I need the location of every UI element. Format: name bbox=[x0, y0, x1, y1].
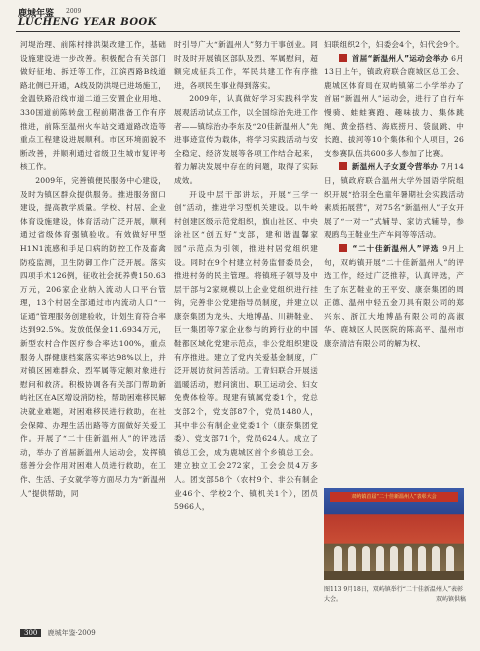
section-sports-meet bbox=[324, 52, 464, 161]
photo-person bbox=[390, 546, 398, 572]
page-number: 300 bbox=[20, 629, 41, 637]
paragraph: 时引导广大“新温州人”努力干事创业。同时及时开展镇区部队及烈、军属慰问，超额完成征兵工作，军民共建工作有序推进，各项民生事业得到落实。 bbox=[174, 40, 318, 90]
event-photo bbox=[324, 488, 464, 580]
section-marker-icon bbox=[339, 162, 347, 170]
section-marker-icon bbox=[339, 244, 347, 252]
photo-person bbox=[334, 546, 342, 572]
section-title: 首届“新温州人”运动会举办 bbox=[351, 53, 449, 63]
column-2 bbox=[174, 38, 318, 514]
paragraph: 开设中层干部讲坛，开展“三学一创”活动，推进学习型机关建设。以牛岭村创建区级示范党组织，旗山社区、中央涂社区“创五好”支部，建和谐温馨家园”示范点为引领，推进村居党组织建设。同时在9个村建立村务监督委员会，推进村务的民主管理。将镇班子领导及中层干部与2家规模以上企业党组织进行挂钩，完善非公党建指导员制度，并建立以康奈集团为龙头、大地博晶、川耕鞋业、巨一集团等7家企业参与的跨行业的中国鞋都区域化党建示范点，非公党组织建设有序推进。建立了党内关爱基金制度，广泛开展访贫问苦活动。工青妇联合开展送温暖活动，慰问演出、职工运动会、妇女免费体检等。现建有镇属党委1个，党总支部2个，党支部87个，党员1480人，其中非公有制企业党委1个（康奈集团党委）、党支部71个，党员624人。成立了镇总工会，成为鹿城区首个乡镇总工会。建立独立工会272家，工会会员4万多人。团支部58个（农村9个、非公有制企业46个、学校2个、镇机关1个），团员5966人， bbox=[174, 189, 318, 512]
photo-person bbox=[362, 546, 370, 572]
photo-person bbox=[404, 546, 412, 572]
section-body: 9月上旬，双屿镇开展“二十佳新温州人”的评选工作，经过广泛推荐，认真评选，产生了东艺鞋业的王平安、康奈集团的周正德、温州中轻五金刀具有限公司的郑兴东、浙江大地博晶有限公司的高淑华、鹿城区人民医院的陈高平、温州市康奈清洁有限公司的解为权、 bbox=[324, 243, 465, 349]
paragraph: 河堤治理、前陈村排洪渠改建工作，基础设施建设进一步改善。积极配合有关部门做好征地、拆迁等工作，江滨西路B线道路北侧已开通，A线及防洪堤已进场施工，金温铁路沿线市道二道三安置企业用地、330国道前陈转盘工程前期准备工作有序推进，前陈至温州火车站交通道路改造等重点工程建设进展顺利。市区环境面貌不断改善，并顺利通过省级卫生城市复评考核工作。 bbox=[20, 40, 166, 172]
section-summer-camp bbox=[324, 160, 464, 242]
paragraph: 妇联组织2个，妇委会4个，妇代会9个。 bbox=[324, 40, 464, 49]
photo-person bbox=[432, 546, 440, 572]
paragraph: 2009年，完善镇便民服务中心建设，及时为镇区群众提供服务。推进服务窗口建设，提高教学质量。学校、村居、企业体育设施建设，体育活动广泛开展，顺利通过省级体育强镇验收。有效做好甲型H1N1流感和手足口病的防控工作及畜禽防疫监测，卫生防御工作广泛开展。落实四项手术126例，征收社会抚养费150.63万元，206家企业纳入流动人口平台管理，13个村居全部通过市内流动人口“一证通”管理服务创建验收，计划生育符合率达到92.5%。发放低保金11.6934万元，新型农村合作医疗参合率达100%，重点服务人群健康档案落实率达98%以上，并对镇区困难群众、烈军属等定额对象进行慰问和救济。积极协调各有关部门帮助新屿社区在A区增设消防栓，帮助困难移民解决就业难题，对困难移民进行救助，在社会保障、办理生活出路等方面做好关爱工作。开展了“二十佳新温州人”的评选活动，举办了首届新温州人运动会，发挥镇慈善分会作用对困难人员进行救助，在工作、生活、子女就学等方面尽力为“新温州人”提供帮助，同 bbox=[20, 175, 166, 498]
footer-label: 鹿城年鉴·2009 bbox=[47, 629, 96, 637]
section-body: 7月14日，镇政府联合温州大学外国语学院组织开展“拾羽全色童年暑期社会实践活动素质拓展营”，对75名“新温州人”子女开展了“一对一”式辅导、家访式辅导，参观鸥鸟王鞋业生产车间等等活动。 bbox=[324, 162, 464, 240]
header-title-english: LUCHENG YEAR BOOK bbox=[18, 17, 157, 28]
photo-banner: 双屿镇首届“二十佳新温州人”表彰大会 bbox=[330, 492, 458, 502]
column-1 bbox=[20, 38, 166, 500]
photo-person bbox=[418, 546, 426, 572]
caption-credit: 双屿镇供稿 bbox=[435, 596, 466, 603]
photo-person bbox=[446, 546, 454, 572]
photo-caption bbox=[324, 585, 466, 605]
section-top-twenty bbox=[324, 242, 464, 351]
footer bbox=[20, 628, 96, 638]
section-title: 新温州人子女夏令营举办 bbox=[351, 162, 439, 172]
photo-person bbox=[376, 546, 384, 572]
header-rule bbox=[16, 31, 460, 32]
photo-stage bbox=[324, 571, 464, 580]
paragraph: 2009年，认真做好学习实践科学发展观活动试点工作，以全国综治先进工作者——镇综治办李东及“20佳新温州人”先进事迹宣传为载体，将学习实践活动与安全稳定、经济发展等各项工作结合起来，着力解决发展中存在的问题，取得了实际成效。 bbox=[174, 94, 318, 185]
section-title: “二十佳新温州人”评选 bbox=[352, 243, 440, 253]
photo-person bbox=[348, 546, 356, 572]
section-body: 6月13日上午，镇政府联合鹿城区总工会、鹿城区体育局在双屿镇第二小学举办了首届“新温州人”运动会，进行了自行车慢骑、蛙蛙赛跑、趣味拔力、集体跳绳、黄金搭档、海底捞月、袋鼠跳、中长跑、拔河等10个集体和个人项目，26支参赛队伍共600多人参加了比赛。 bbox=[324, 53, 464, 158]
column-3 bbox=[324, 38, 464, 351]
header-year: 2009 bbox=[66, 8, 82, 15]
caption-text: 图113 9月18日，双屿镇举行“二十佳新温州人”表彰大会。 bbox=[324, 586, 463, 603]
header-title: 鹿城年鉴 bbox=[18, 9, 55, 19]
section-marker-icon bbox=[339, 54, 347, 62]
